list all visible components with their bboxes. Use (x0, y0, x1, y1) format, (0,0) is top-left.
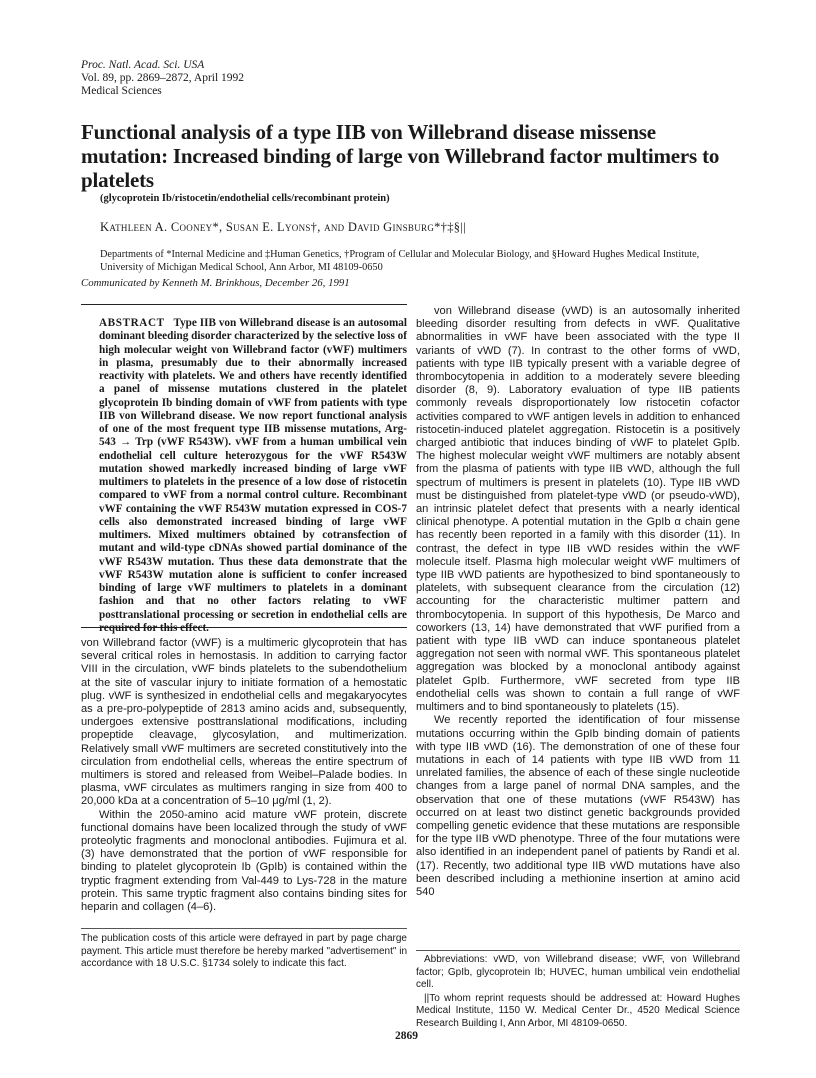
body-paragraph: von Willebrand disease (vWD) is an autosomally inherited bleeding disorder resulting from defects in vWF. Qualitative abnormalities in vWF have been associated with the type II variants of vWD (7). In contrast to the other forms of vWD, patients with type IIB typically present with a variable degree of thrombocytopenia in addition to a moderately severe bleeding disorder (8, 9). Laboratory evaluation of type IIB patients commonly reveals disproportionately low ristocetin cofactor activities compared to vWF antigen levels in addition to enhanced ristocetin-induced platelet aggregation. Ristocetin is a positively charged antibiotic that induces binding of vWF to platelet GpIb. The highest molecular weight vWF multimers are notably absent from the plasma of patients with type IIB vWD, although the full spectrum of multimers is present in platelets (10). Type IIB vWD must be distinguished from platelet-type vWD (or pseudo-vWD), an intrinsic platelet defect that presents with a nearly identical clinical phenotype. A potential mutation in the GpIb α chain gene has recently been reported in a family with this disorder (11). In contrast, the defect in type IIB vWD resides within the vWF molecule itself. Plasma high molecular weight vWF multimers of type IIB vWD patients are hypothesized to bind spontaneously to platelets, with subsequent clearance from the circulation (12) accounting for the characteristic multimer pattern and thrombocytopenia. In support of this hypothesis, De Marco and coworkers (13, 14) have demonstrated that vWF purified from a patient with type IIB vWD can induce spontaneous platelet aggregation not seen with normal vWF. This spontaneous platelet aggregation was blocked by a monoclonal antibody against platelet GpIb. Furthermore, vWF secreted from type IIB endothelial cells was shown to contain a full range of vWF multimers and to bind spontaneously to platelets (15). (416, 305, 740, 714)
journal-name: Proc. Natl. Acad. Sci. USA (81, 59, 205, 71)
footnote-reprints: ||To whom reprint requests should be addressed at: Howard Hughes Medical Institute, 1150 W. Medical Center Dr., 4520 Medical Science Research Building I, Ann Arbor, MI 48109-0650. (416, 992, 740, 1029)
abstract-text: Type IIB von Willebrand disease is an autosomal dominant bleeding disorder characterized by the selective loss of high molecular weight von Willebrand factor (vWF) multimers in plasma, presumably due to their abnormally increased reactivity with platelets. We and others have recently identified a panel of missense mutations clustered in the platelet glycoprotein Ib binding domain of vWF from patients with type IIB von Willebrand disease. We now report functional analysis of one of the most frequent type IIB missense mutations, Arg-543 → Trp (vWF R543W). vWF from a human umbilical vein endothelial cell culture heterozygous for the vWF R543W mutation showed markedly increased binding of large vWF multimers to platelets in the presence of a low dose of ristocetin compared to vWF from a normal control culture. Recombinant vWF containing the vWF R543W mutation expressed in COS-7 cells also demonstrated increased binding of large vWF multimers. Mixed multimers obtained by cotransfection of mutant and wild-type cDNAs showed partial dominance of the vWF R543W mutation. Thus these data demonstrate that the vWF R543W mutation alone is sufficient to confer increased binding of large vWF multimers to platelets in a dominant fashion and that no other factors relating to vWF posttranslational processing or secretion in endothelial cells are required for this effect. (99, 317, 408, 634)
body-paragraph: von Willebrand factor (vWF) is a multimeric glycoprotein that has several critical roles in hemostasis. In addition to carrying factor VIII in the circulation, vWF binds platelets to the subendothelium at the site of vascular injury to initiate formation of a hemostatic plug. vWF is synthesized in endothelial cells and megakaryocytes as a pre-pro-polypeptide of 2813 amino acids and, subsequently, undergoes extensive posttranslational modifications, including propeptide cleavage, glycosylation, and multimerization. Relatively small vWF multimers are secreted constitutively into the circulation from endothelial cells, whereas the entire spectrum of multimers is stored and released from Weibel–Palade bodies. In plasma, vWF circulates as multimers ranging in size from 400 to 20,000 kDa at a concentration of 5–10 μg/ml (1, 2). (81, 637, 407, 808)
divider (416, 950, 740, 951)
body-paragraph: Within the 2050-amino acid mature vWF protein, discrete functional domains have been localized through the study of vWF proteolytic fragments and monoclonal antibodies. Fujimura et al. (3) have demonstrated that the portion of vWF responsible for binding to platelet glycoprotein Ib (GpIb) is contained within the tryptic fragment extending from Val-449 to Lys-728 in the mature protein. This same tryptic fragment also contains binding sites for heparin and collagen (4–6). (81, 808, 407, 914)
footnote-abbreviations: Abbreviations: vWD, von Willebrand disease; vWF, von Willebrand factor; GpIb, glycoprotein Ib; HUVEC, human umbilical vein endothelial cell. (416, 954, 740, 990)
author-list: Kathleen A. Cooney*, Susan E. Lyons†, and David Ginsburg*†‡§|| (100, 220, 466, 234)
abstract (99, 317, 407, 635)
publication-cost-note: The publication costs of this article were defrayed in part by page charge payment. This article must therefore be hereby marked "advertisement" in accordance with 18 U.S.C. §1734 solely to indicate this fact. (81, 933, 407, 969)
abstract-label: ABSTRACT (99, 317, 165, 329)
journal-header (81, 59, 244, 98)
communicated-by: Communicated by Kenneth M. Brinkhous, December 26, 1991 (81, 277, 350, 289)
body-left-column (81, 637, 407, 914)
keywords: (glycoprotein Ib/ristocetin/endothelial cells/recombinant protein) (100, 193, 390, 204)
journal-section: Medical Sciences (81, 85, 162, 97)
body-paragraph: We recently reported the identification of four missense mutations occurring within the GpIb binding domain of patients with type IIB vWD (16). The demonstration of one of these four mutations in each of 14 patients with type IIB vWD from 11 unrelated families, the absence of each of these single nucleotide changes from a large panel of normal DNA samples, and the observation that one of these mutations (vWF R543W) has occurred on at least two distinct genetic backgrounds provided compelling genetic evidence that these mutations are responsible for the type IIB vWD phenotype. Three of the four mutations were also identified in an independent panel of patients by Randi et al. (17). Recently, two additional type IIB vWD mutations have also been described including a methionine insertion at amino acid 540 (416, 714, 740, 898)
body-right-column (416, 305, 740, 899)
journal-volume: Vol. 89, pp. 2869–2872, April 1992 (81, 72, 245, 84)
page-number: 2869 (395, 1030, 418, 1042)
footnotes (416, 954, 740, 1031)
affiliations: Departments of *Internal Medicine and ‡Human Genetics, †Program of Cellular and Molecular Biology, and §Howard Hughes Medical Institute, University of Michigan Medical School, Ann Arbor, MI 48109-0650 (100, 249, 700, 273)
divider (81, 928, 407, 929)
article-title: Functional analysis of a type IIB von Willebrand disease missense mutation: Increased binding of large von Willebrand factor multimers to platelets (81, 120, 720, 192)
